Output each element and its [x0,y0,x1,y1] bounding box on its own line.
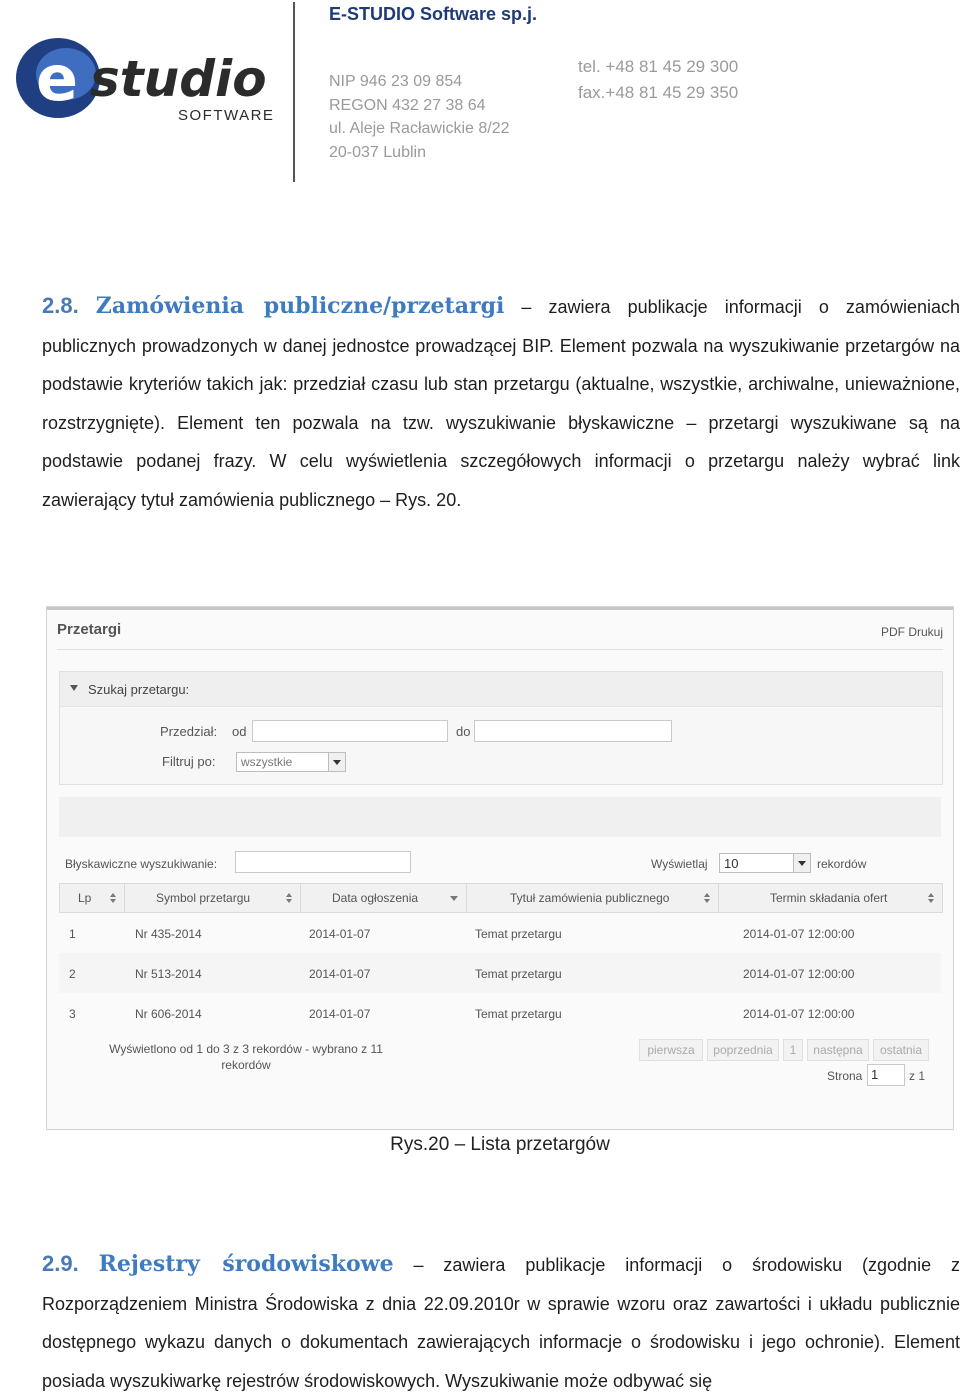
section-number: 2.8. [42,293,79,318]
city: 20-037 Lublin [329,143,426,161]
sort-icon [110,893,116,903]
date-to-input[interactable] [474,720,672,742]
table-row [59,953,941,993]
section-title: Zamówienia publiczne/przetargi [95,293,505,319]
nip: NIP 946 23 09 854 [329,73,463,90]
svg-text:studio: studio [90,50,267,108]
row-symbol: Nr 513-2014 [135,967,202,981]
sort-desc-icon [450,896,458,901]
page-number-input[interactable]: 1 [867,1064,905,1086]
street: ul. Aleje Racławickie 8/22 [329,120,510,137]
row-deadline: 2014-01-07 12:00:00 [743,1007,855,1021]
row-symbol: Nr 435-2014 [135,927,202,941]
tenders-screenshot [46,606,954,1130]
pager-prev-button[interactable]: poprzednia [707,1039,779,1061]
row-symbol: Nr 606-2014 [135,1007,202,1021]
svg-text:e: e [36,42,79,115]
export-links [881,625,943,639]
table-row [59,993,941,1033]
column-date[interactable]: Data ogłoszenia [300,884,467,912]
chevron-down-icon [328,753,345,771]
pager-last-button[interactable]: ostatnia [873,1039,929,1061]
filter-select[interactable] [236,752,346,772]
records-label: rekordów [817,857,867,871]
column-title[interactable]: Tytuł zamówienia publicznego [466,884,719,912]
section-2-8 [42,287,960,520]
sort-icon [286,893,292,903]
company-name: E-STUDIO Software sp.j. [329,4,538,24]
chevron-down-icon [793,854,810,872]
pager-first-button[interactable]: pierwsza [639,1039,703,1061]
page-total: z 1 [909,1069,926,1083]
table-header [59,883,943,913]
pager-next-button[interactable]: następna [807,1039,869,1061]
column-lp[interactable]: Lp [60,884,125,912]
row-lp: 2 [69,967,76,981]
quick-search-label: Błyskawiczne wyszukiwanie: [65,857,218,871]
collapse-triangle-icon [70,685,78,691]
fax: fax.+48 81 45 29 350 [578,83,739,102]
estudio-logo-icon [14,34,274,124]
company-address [329,70,510,164]
show-label: Wyświetlaj [651,857,708,871]
header-divider [293,2,295,182]
row-lp: 3 [69,1007,76,1021]
row-date: 2014-01-07 [309,967,371,981]
row-date: 2014-01-07 [309,1007,371,1021]
filter-value: wszystkie [241,755,293,769]
svg-text:SOFTWARE: SOFTWARE [178,107,274,124]
screenshot-top-bar [47,607,953,610]
phone: tel. +48 81 45 29 300 [578,57,739,76]
row-title-link[interactable]: Temat przetargu [475,967,562,981]
column-deadline[interactable]: Termin składania ofert [718,884,942,912]
column-symbol[interactable]: Symbol przetargu [124,884,301,912]
page-size-select[interactable] [719,853,811,873]
pager-page-button[interactable]: 1 [783,1039,803,1061]
row-title-link[interactable]: Temat przetargu [475,1007,562,1021]
sort-icon [928,893,934,903]
search-toggle[interactable] [60,672,942,707]
table-row [59,913,941,953]
row-date: 2014-01-07 [309,927,371,941]
print-link[interactable]: Drukuj [908,625,943,639]
row-deadline: 2014-01-07 12:00:00 [743,927,855,941]
row-lp: 1 [69,927,76,941]
pager-info: Wyświetlono od 1 do 3 z 3 rekordów - wybrano z 11 rekordów [109,1042,383,1072]
from-label: od [232,724,247,739]
section-number: 2.9. [42,1251,79,1276]
company-logo [14,34,274,124]
page-size-value: 10 [724,856,739,871]
section-text: – zawiera publikacje informacji o środowisku (zgodnie z Rozporządzeniem Ministra Środowiska z dnia 22.09.2010r w sprawie wzoru oraz zawartości i układu publicznie dostępnego wykazu danych o dokumentach zawierających informacje o środowisku i jego ochronie). Element posiada wyszukiwarkę rejestrów środowiskowych. Wyszukiwanie może odbywać się [42,1255,960,1391]
section-2-9 [42,1245,960,1400]
figure-caption: Rys.20 – Lista przetargów [390,1134,610,1155]
blurred-strip [59,797,941,837]
regon: REGON 432 27 38 64 [329,96,486,114]
date-from-input[interactable] [252,720,448,742]
row-title-link[interactable]: Temat przetargu [475,927,562,941]
to-label: do [456,724,471,739]
section-title: Rejestry środowiskowe [98,1251,394,1277]
filter-label: Filtruj po: [162,754,216,769]
sort-icon [704,893,710,903]
section-text: – zawiera publikacje informacji o zamówieniach publicznych prowadzonych w danej jednostce prowadzącej BIP. Element pozwala na wyszukiwanie przetargów na podstawie kryteriów takich jak: przedział czasu lub stan przetargu (aktualne, wszystkie, archiwalne, unieważnione, rozstrzygnięte). Element ten pozwala na tzw. wyszukiwanie błyskawiczne – przetargi wyszukiwane są na podstawie podanej frazy. W celu wyświetlenia szczegółowych informacji o przetargu należy wybrać link zawierający tytuł zamówienia publicznego – Rys. 20. [42,297,960,510]
pdf-link[interactable]: PDF [880,625,905,639]
page-label: Strona [827,1069,863,1083]
tenders-title: Przetargi [57,621,122,638]
search-toggle-label: Szukaj przetargu: [88,682,190,697]
row-deadline: 2014-01-07 12:00:00 [743,967,855,981]
company-contact [578,54,738,106]
search-panel [59,671,943,785]
title-separator [57,649,943,650]
range-label: Przedział: [160,724,218,739]
quick-search-input[interactable] [235,851,411,873]
